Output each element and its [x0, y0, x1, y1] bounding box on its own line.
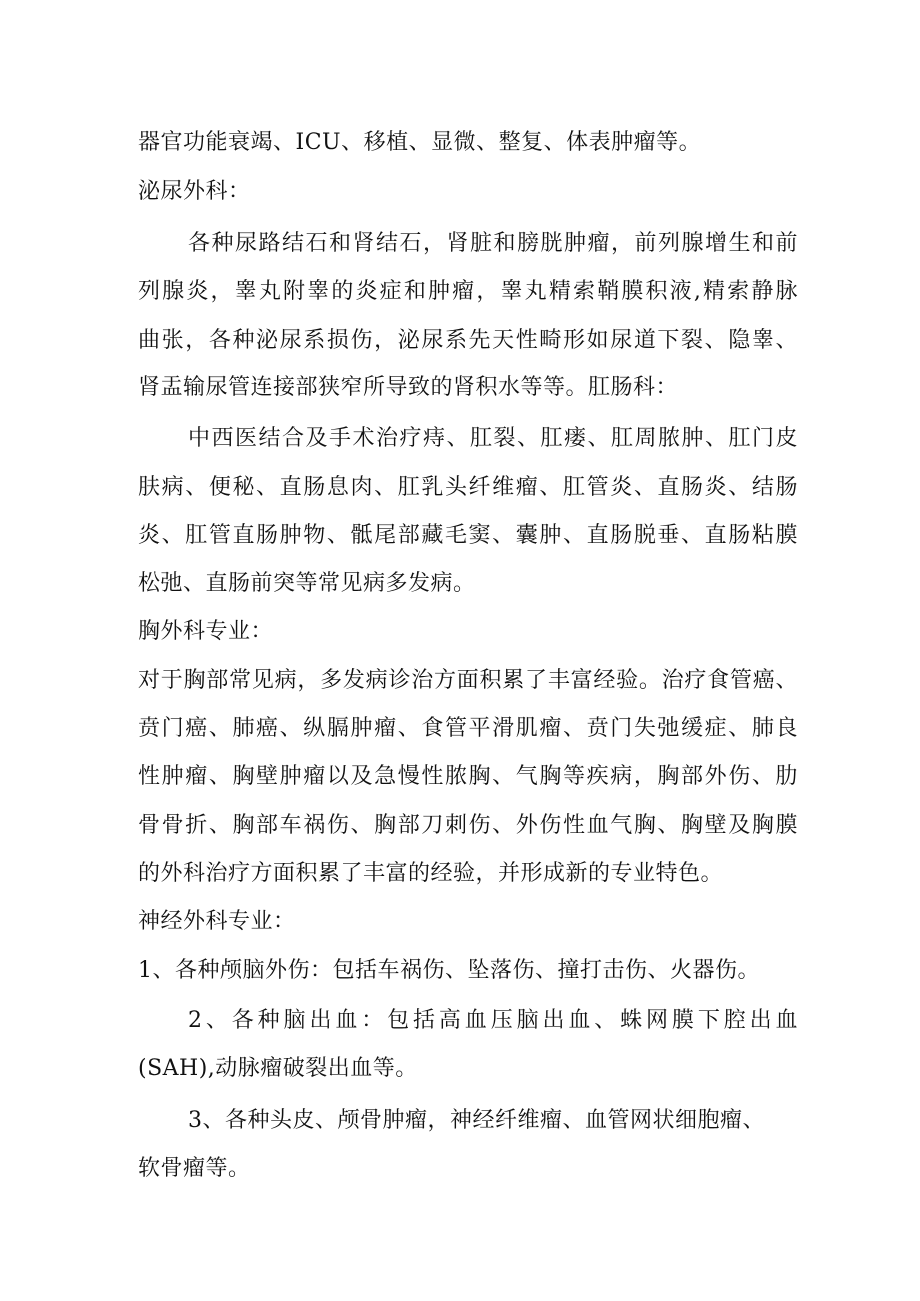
- section-heading-neurosurgery: 神经外科专业：: [138, 909, 296, 934]
- section-heading-thoracic: 胸外科专业：: [138, 619, 274, 644]
- text-line-14: 性肿瘤、胸壁肿瘤以及急慢性脓胸、气胸等疾病，胸部外伤、肋: [138, 764, 798, 789]
- text-line-4: 列腺炎，睾丸附睾的炎症和肿瘤，睾丸精索鞘膜积液,精索静脉: [138, 279, 798, 304]
- text-line-10: 松弛、直肠前突等常见病多发病。: [138, 571, 476, 596]
- text-line-19: 2、各种脑出血：包括高血压脑出血、蛛网膜下腔出血: [188, 1008, 798, 1033]
- text-line-21: 3、各种头皮、颅骨肿瘤，神经纤维瘤、血管网状细胞瘤、: [188, 1108, 765, 1133]
- text-line-9: 炎、肛管直肠肿物、骶尾部藏毛窦、囊肿、直肠脱垂、直肠粘膜: [138, 523, 798, 548]
- text-line-3: 各种尿路结石和肾结石，肾脏和膀胱肿瘤，前列腺增生和前: [188, 231, 798, 256]
- section-heading-urology: 泌尿外科：: [138, 179, 251, 204]
- text-line-22: 软骨瘤等。: [138, 1156, 251, 1181]
- text-line-6: 肾盂输尿管连接部狭窄所导致的肾积水等等。肛肠科：: [138, 375, 679, 400]
- text-line-5: 曲张，各种泌尿系损伤，泌尿系先天性畸形如尿道下裂、隐睾、: [138, 328, 798, 353]
- text-line-7: 中西医结合及手术治疗痔、肛裂、肛瘘、肛周脓肿、肛门皮: [188, 426, 798, 451]
- text-line-12: 对于胸部常见病，多发病诊治方面积累了丰富经验。治疗食管癌、: [138, 668, 798, 693]
- text-line-15: 骨骨折、胸部车祸伤、胸部刀刺伤、外伤性血气胸、胸壁及胸膜: [138, 813, 798, 838]
- text-line-20: (SAH),动脉瘤破裂出血等。: [138, 1056, 418, 1081]
- text-line-18: 1、各种颅脑外伤：包括车祸伤、坠落伤、撞打击伤、火器伤。: [138, 958, 760, 983]
- text-line-13: 贲门癌、肺癌、纵膈肿瘤、食管平滑肌瘤、贲门失弛缓症、肺良: [138, 716, 798, 741]
- text-line-8: 肤病、便秘、直肠息肉、肛乳头纤维瘤、肛管炎、直肠炎、结肠: [138, 475, 798, 500]
- text-line-16: 的外科治疗方面积累了丰富的经验，并形成新的专业特色。: [138, 861, 724, 886]
- text-line-1: 器官功能衰竭、ICU、移植、显微、整复、体表肿瘤等。: [138, 130, 702, 155]
